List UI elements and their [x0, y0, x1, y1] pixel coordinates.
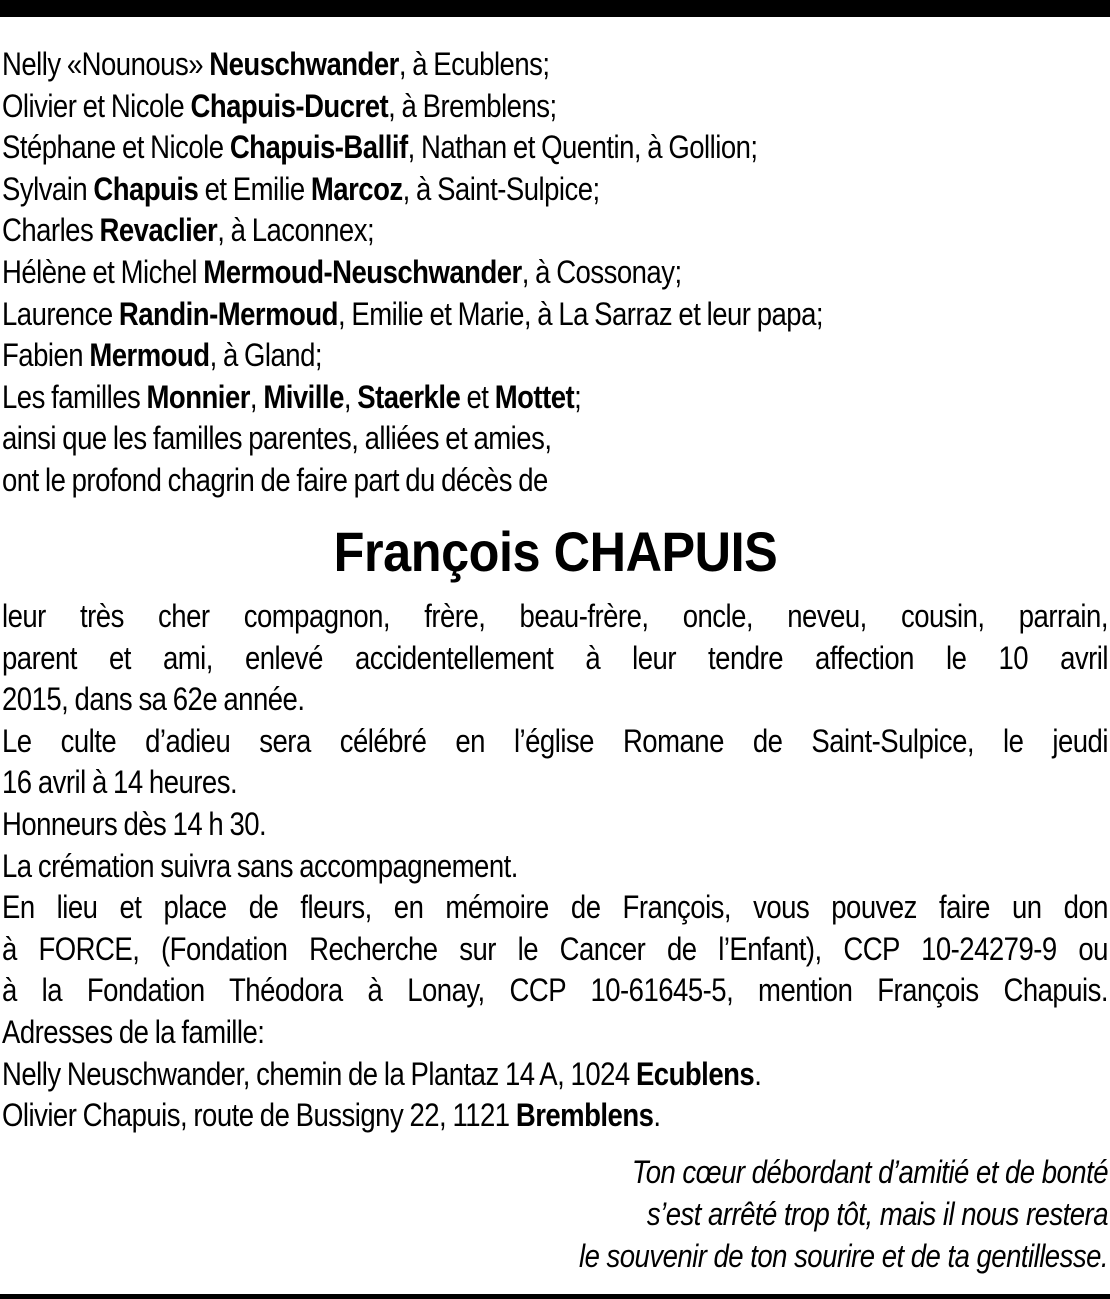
- text: Stéphane et Nicole: [2, 129, 230, 166]
- text: et Emilie: [198, 170, 311, 207]
- town: Bremblens: [515, 1097, 654, 1134]
- town: Ecublens: [635, 1055, 755, 1092]
- text: Les familles: [2, 378, 147, 415]
- text: , à Laconnex;: [217, 212, 375, 249]
- bottom-rule: [0, 1294, 1110, 1299]
- text: , à Gland;: [209, 337, 323, 374]
- family-line: ont le profond chagrin de faire part du décès de: [2, 461, 548, 498]
- surname: Miville: [263, 378, 344, 415]
- family-line: [2, 294, 1108, 336]
- family-line: [2, 335, 1108, 377]
- surname: Mottet: [494, 378, 575, 415]
- text: , à Ecublens;: [398, 46, 550, 82]
- family-line: [2, 86, 1108, 128]
- family-line: [2, 44, 1108, 86]
- body-line: 2015, dans sa 62e année.: [2, 681, 305, 718]
- surname: Chapuis-Ballif: [229, 129, 408, 166]
- quote-line: s’est arrêté trop tôt, mais il nous restera: [646, 1196, 1108, 1232]
- text: Hélène et Michel: [2, 253, 204, 290]
- text: Nelly «Nounous»: [2, 46, 210, 82]
- family-line: [2, 210, 1108, 252]
- text: Nelly Neuschwander, chemin de la Plantaz 14 A, 1024: [2, 1055, 636, 1092]
- text: , Emilie et Marie, à La Sarraz et leur papa;: [337, 295, 823, 332]
- body-line: à la Fondation Théodora à Lonay, CCP 10-61645-5, mention François Chapuis.: [2, 972, 1108, 1009]
- body-line: 16 avril à 14 heures.: [2, 764, 238, 801]
- body-line: La crémation suivra sans accompagnement.: [2, 847, 518, 884]
- text: ,: [249, 378, 264, 415]
- text: .: [754, 1055, 762, 1092]
- text: Olivier Chapuis, route de Bussigny 22, 1121: [2, 1097, 516, 1134]
- family-line: [2, 169, 1108, 211]
- surname: Neuschwander: [209, 46, 399, 82]
- text: Laurence: [2, 295, 119, 332]
- family-line: [2, 127, 1108, 169]
- text: ;: [574, 378, 582, 415]
- deceased-name: François CHAPUIS: [333, 520, 777, 583]
- top-rule: [0, 0, 1110, 17]
- surname: Chapuis-Ducret: [190, 87, 389, 124]
- text: Charles: [2, 212, 100, 249]
- text: , à Bremblens;: [388, 87, 557, 124]
- text: , Nathan et Quentin, à Gollion;: [407, 129, 758, 166]
- body-line: Le culte d’adieu sera célébré en l’église Romane de Saint-Sulpice, le jeudi: [2, 722, 1108, 759]
- family-list: [2, 44, 1108, 502]
- text: Sylvain: [2, 170, 94, 207]
- family-line: [2, 252, 1108, 294]
- text: , à Cossonay;: [521, 253, 682, 290]
- body-line: leur très cher compagnon, frère, beau-frère, oncle, neveu, cousin, parrain,: [2, 598, 1108, 634]
- text: Olivier et Nicole: [2, 87, 191, 124]
- surname: Revaclier: [99, 212, 218, 249]
- family-line: [2, 377, 1108, 419]
- body-line: Honneurs dès 14 h 30.: [2, 805, 267, 842]
- body-line: Adresses de la famille:: [2, 1013, 265, 1050]
- text: Fabien: [2, 337, 90, 374]
- surname: Mermoud-Neuschwander: [203, 253, 522, 290]
- quote-line: Ton cœur débordant d’amitié et de bonté: [631, 1154, 1108, 1190]
- text: , à Saint-Sulpice;: [402, 170, 600, 207]
- address-line: [2, 1054, 1108, 1096]
- quote-line: le souvenir de ton sourire et de ta gentillesse.: [578, 1238, 1108, 1274]
- deceased-name-heading: [0, 512, 1110, 592]
- text: ,: [343, 378, 358, 415]
- text: .: [653, 1097, 661, 1134]
- text: et: [460, 378, 495, 415]
- surname: Marcoz: [310, 170, 403, 207]
- closing-quote: [59, 1151, 1108, 1277]
- announcement-body: [2, 596, 1108, 1137]
- body-line: En lieu et place de fleurs, en mémoire de François, vous pouvez faire un don: [2, 889, 1108, 926]
- body-line: parent et ami, enlevé accidentellement à leur tendre affection le 10 avril: [2, 639, 1108, 676]
- surname: Randin-Mermoud: [118, 295, 338, 332]
- surname: Chapuis: [93, 170, 199, 207]
- body-line: à FORCE, (Fondation Recherche sur le Cancer de l’Enfant), CCP 10-24279-9 ou: [2, 930, 1108, 967]
- surname: Staerkle: [357, 378, 461, 415]
- family-line: ainsi que les familles parentes, alliées et amies,: [2, 420, 552, 457]
- surname: Mermoud: [89, 337, 210, 374]
- address-line: [2, 1095, 1108, 1137]
- surname: Monnier: [146, 378, 250, 415]
